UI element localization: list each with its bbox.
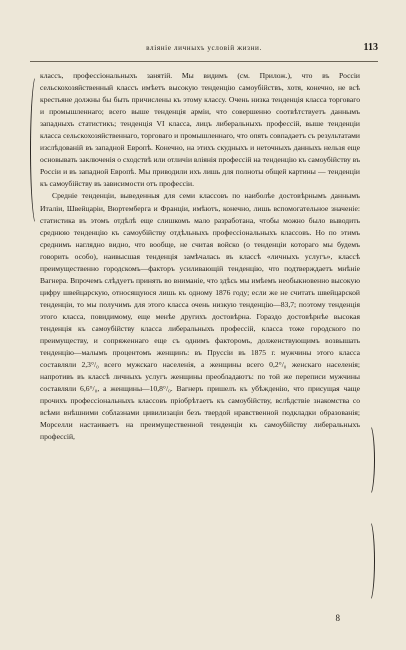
paragraph-1: классъ, профессіональныхъ занятій. Мы видимъ (см. Прилож.), что въ Россіи сельскохозяйственный классъ имѣетъ высокую тенденцію самоубійствъ, хотя, конечно, не всѣ крестьяне должны бы быть причислены къ этому классу. Очень низка тенденція класса торговаго и промышленнаго; всего выше тенденція арміи, что совершенно соотвѣтствуетъ даннымъ западныхъ статистикъ; тенденція VI класса, лицъ либеральныхъ профессій, выше тенденціи класса сельскохозяйственнаго, торговаго и промышленнаго, что опять совпадаетъ съ результатами изслѣдованій въ западной Европѣ. Конечно, на этихъ скудныхъ и неточныхъ данныхъ нельзя еще основывать заключенія о сходствѣ или отличіи вліянія профессій на тенденцію къ самоубійству въ Россіи и въ западной Европѣ. Мы приводили ихъ лишь для полноты общей картины — тенденціи къ самоубійству въ зависимости отъ профессіи.	[40, 71, 360, 189]
page-header	[30, 44, 378, 58]
body-text	[40, 70, 360, 443]
signature-mark: 8	[335, 613, 340, 623]
right-margin-bracket-mark-lower	[364, 520, 375, 602]
right-margin-bracket-mark	[364, 424, 375, 496]
paragraph-2: Средніе тенденціи, выведенныя для семи классовъ по наиболѣе достовѣрнымъ даннымъ Италіи, Швейцаріи, Вюртемберга и Франціи, имѣютъ, конечно, лишь вспомогательное значеніе: статистика въ этомъ отдѣлѣ еще слишкомъ мало разработана, чтобы можно было выводить среднюю тенденцію къ самоубійству отдѣльныхъ профессіональныхъ классовъ. Но по этимъ среднимъ наглядно видно, что вообще, не считая войско (о тенденціи котораго мы будемъ говорить особо), наивысшая тенденція замѣчалась въ классѣ «личныхъ услугъ», классѣ преимущественно городскомъ—факторъ усиливающій тенденцію, что подтверждаетъ мнѣніе Вагнера. Впрочемъ слѣдуетъ принять во вниманіе, что здѣсь мы имѣемъ необыкновенно высокую цифру швейцарскую, относящуюся лишь къ одному 1876 году; если же не считать швейцарской тенденціи, то мы получимъ для этого класса очень низкую тенденцію—83,7; поэтому тенденція этого класса, повидимому, еще менѣе другихъ достовѣрна. Гораздо достовѣрнѣе высокая тенденція къ самоубійству класса либеральныхъ профессій, класса тоже городского по преимуществу, и сопряженнаго еще съ однимъ факторомъ, долженствующимъ возвышать тенденцію—малымъ процентомъ женщинъ: въ Пруссіи въ 1875 г. мужчины этого класса составляли 2,3°/₀ всего мужскаго населенія, а женщины всего 0,2°/₀ женскаго населенія; напротивъ въ классѣ личныхъ услугъ женщины преобладаютъ: по той же переписи мужчины составляли 6,6°/₀, а женщины—10,8°/₀. Вагнеръ пришелъ къ убѣжденію, что присущая чаще прочихъ профессіональныхъ классовъ пріобрѣтаетъ къ самоубійству, вслѣдствіе знакомства со всѣми внѣшними соблазнами цивилизаціи безъ твердой нравственной подкладки образованія; Морселли настаиваетъ на преимущественной тенденціи къ самоубійству либеральныхъ профессій,	[40, 191, 360, 442]
page-number: 113	[363, 42, 378, 53]
running-title: вліяніе личныхъ условій жизни.	[146, 44, 262, 52]
header-rule	[30, 61, 378, 62]
